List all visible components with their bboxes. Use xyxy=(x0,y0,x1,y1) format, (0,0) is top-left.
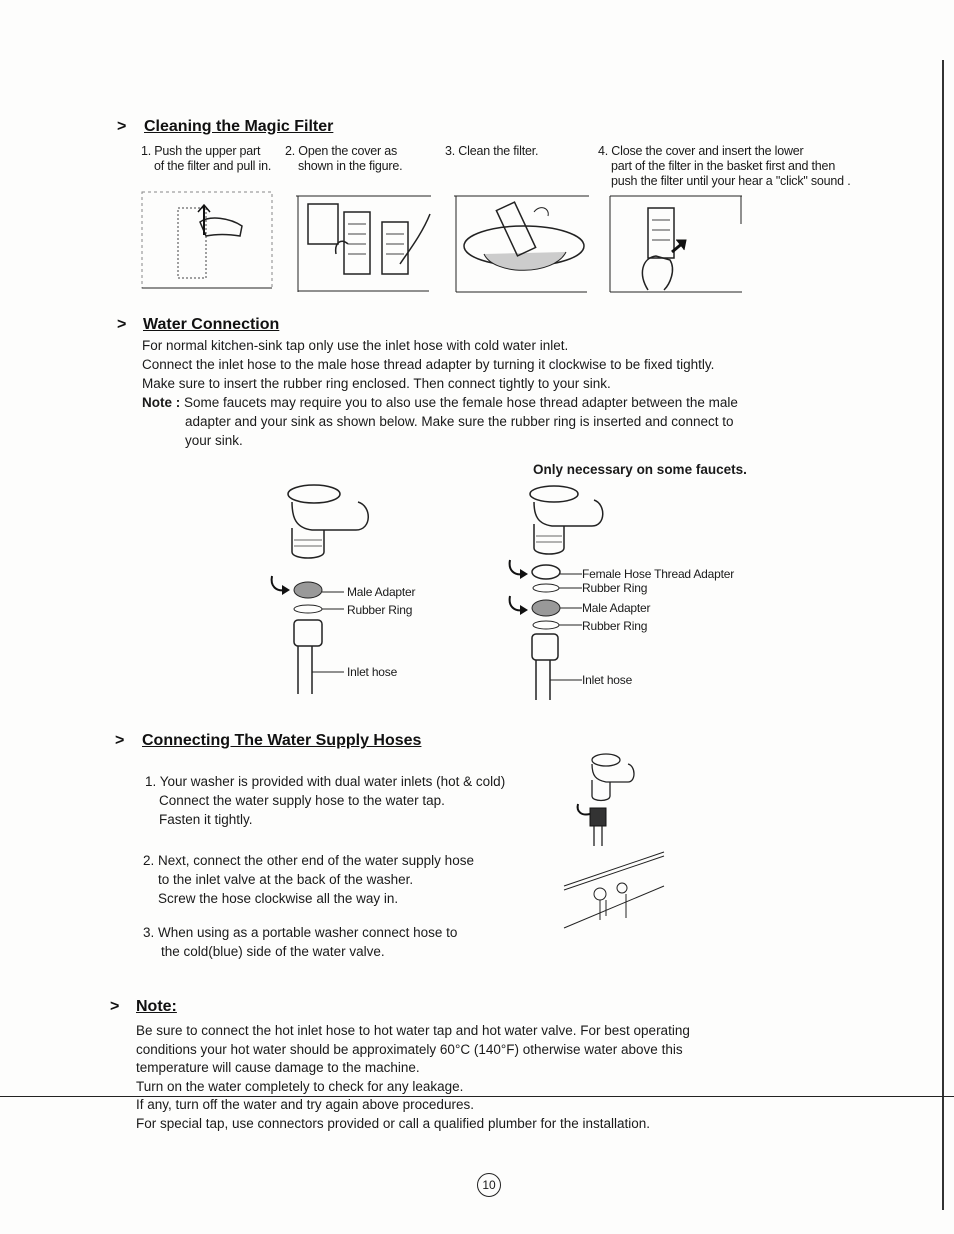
left-inlet-hose-label: Inlet hose xyxy=(347,665,398,679)
supply-section-title: Connecting The Water Supply Hoses xyxy=(142,732,422,749)
right-rubber-ring-1-label: Rubber Ring xyxy=(582,581,648,595)
water-section-title: Water Connection xyxy=(143,316,280,333)
water-note-line3: your sink. xyxy=(185,433,243,448)
section-arrow-icon: > xyxy=(110,998,120,1015)
water-note-text: Some faucets may require you to also use the female hose thread adapter between the male xyxy=(184,395,738,410)
filter-step-1-line1: 1. Push the upper part xyxy=(141,144,261,158)
filter-step-4-illustration xyxy=(608,194,744,294)
tap-and-hose-illustration xyxy=(570,748,640,848)
filter-step-3-illustration xyxy=(454,194,589,294)
note-line-4: Turn on the water completely to check for any leakage. xyxy=(136,1078,464,1094)
section-arrow-icon: > xyxy=(117,316,127,333)
supply-step-2-line2: to the inlet valve at the back of the washer. xyxy=(158,872,414,887)
supply-step-1 xyxy=(145,772,505,829)
scan-edge-line xyxy=(942,60,944,1210)
filter-step-2-line2: shown in the figure. xyxy=(298,159,403,173)
only-necessary-caption: Only necessary on some faucets. xyxy=(533,462,747,477)
left-male-adapter-label: Male Adapter xyxy=(347,585,416,599)
note-line-6: For special tap, use connectors provided or call a qualified plumber for the installation. xyxy=(136,1115,651,1131)
supply-step-1-line3: Fasten it tightly. xyxy=(159,812,253,827)
note-line-5: If any, turn off the water and try again above procedures. xyxy=(136,1097,474,1112)
water-note-line1 xyxy=(142,393,922,412)
filter-section-title: Cleaning the Magic Filter xyxy=(144,118,334,135)
supply-step-2 xyxy=(143,851,474,908)
note-section-title: Note: xyxy=(136,998,177,1015)
right-inlet-hose-label: Inlet hose xyxy=(582,673,633,687)
supply-step-3-line1: 3. When using as a portable washer connect hose to xyxy=(143,925,458,940)
supply-step-1-line1: 1. Your washer is provided with dual water inlets (hot & cold) xyxy=(145,774,506,789)
filter-step-4 xyxy=(598,144,850,189)
water-p2: Connect the inlet hose to the male hose thread adapter by turning it clockwise to be fixed tightly. xyxy=(142,357,715,372)
page-number: 10 xyxy=(477,1173,501,1197)
supply-step-2-line1: 2. Next, connect the other end of the water supply hose xyxy=(143,853,474,868)
right-male-adapter-label: Male Adapter xyxy=(582,601,651,615)
water-p3: Make sure to insert the rubber ring enclosed. Then connect tightly to your sink. xyxy=(142,376,611,391)
note-line-2: conditions your hot water should be approximately 60°C (140°F) otherwise water above this xyxy=(136,1041,683,1057)
water-p1: For normal kitchen-sink tap only use the inlet hose with cold water inlet. xyxy=(142,338,569,353)
filter-step-3: 3. Clean the filter. xyxy=(445,144,539,158)
note-line-3: temperature will cause damage to the machine. xyxy=(136,1060,420,1075)
right-female-adapter-label: Female Hose Thread Adapter xyxy=(582,567,735,581)
water-note-line2: adapter and your sink as shown below. Make sure the rubber ring is inserted and connect to xyxy=(185,414,734,429)
water-note-label: Note : xyxy=(142,395,181,410)
supply-step-1-line2: Connect the water supply hose to the water tap. xyxy=(159,793,445,808)
note-paragraph xyxy=(136,1022,936,1133)
section-arrow-icon: > xyxy=(115,732,125,749)
left-rubber-ring-label: Rubber Ring xyxy=(347,603,413,617)
water-paragraph xyxy=(142,336,922,450)
supply-step-3 xyxy=(143,923,457,961)
filter-step-4-line3: push the filter until your hear a "click" sound . xyxy=(611,174,851,188)
filter-step-1-illustration xyxy=(140,190,275,290)
filter-step-2 xyxy=(285,144,402,174)
filter-step-1-line2: of the filter and pull in. xyxy=(154,159,272,173)
note-line-1: Be sure to connect the hot inlet hose to hot water tap and hot water valve. For best operating xyxy=(136,1023,690,1038)
right-rubber-ring-2-label: Rubber Ring xyxy=(582,619,648,633)
filter-step-4-line2: part of the filter in the basket first and then xyxy=(611,159,836,173)
supply-step-2-line3: Screw the hose clockwise all the way in. xyxy=(158,891,399,906)
filter-step-1 xyxy=(141,144,271,174)
supply-step-3-line2: the cold(blue) side of the water valve. xyxy=(161,944,385,959)
filter-step-4-line1: 4. Close the cover and insert the lower xyxy=(598,144,804,158)
filter-step-2-line1: 2. Open the cover as xyxy=(285,144,398,158)
filter-step-2-illustration xyxy=(296,194,431,294)
washer-inlet-valve-illustration xyxy=(560,850,670,934)
section-arrow-icon: > xyxy=(117,118,127,135)
